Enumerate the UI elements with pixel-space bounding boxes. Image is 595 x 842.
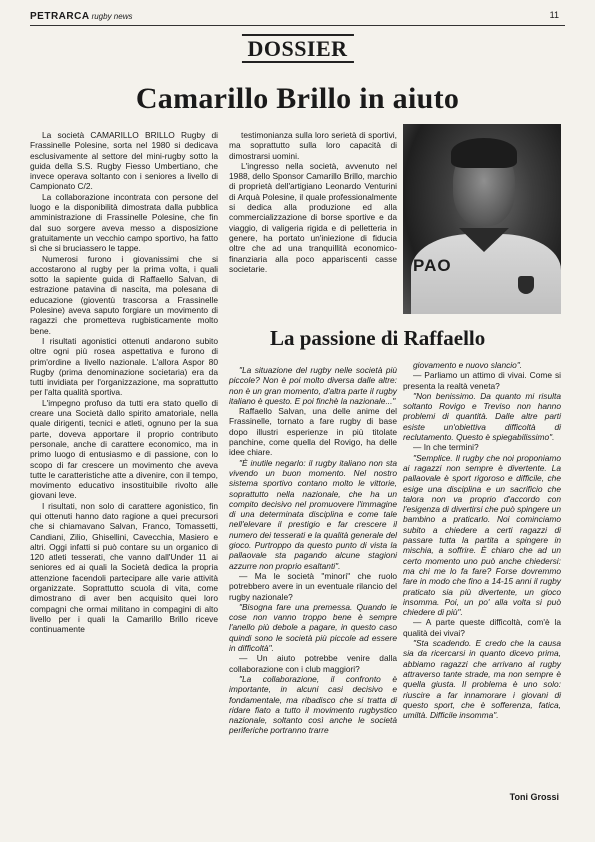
player-photo: [403, 124, 561, 314]
section-name: rugby news: [91, 12, 133, 21]
paragraph: "Sta scadendo. E credo che la causa sia da ricercarsi in quanto dicevo prima, abbiamo ragazzi che arrivano al rugby attraverso tante strade, ma non sempre è quella giusta. Il problema è uno solo: riuscire a far innamorare i giovani di questo sport, che è sofferenza, fatica, umiltà. Difficile insomma".: [403, 638, 561, 721]
paragraph: "La collaborazione, il confronto è importante, in alcuni casi decisivo e fondamentale, ma ribadisco che si tratta di ridare fiato a tutto il movimento rugbystico nazionale, soltanto così anche le società periferiche portranno trarre: [229, 673, 397, 736]
paragraph: — A parte queste difficoltà, com'è la qualità dei vivai?: [403, 617, 561, 638]
paragraph: — Un aiuto potrebbe venire dalla collaborazione con i club maggiori?: [229, 653, 397, 674]
paragraph: "Semplice. Il rugby che noi proponiamo ai ragazzi non sempre è divertente. La pallaovale è sport rigoroso e difficile, che esige una disciplina e un sacrificio che talora non va proprio d'accordo con l'esigenza di divertirsi che può spingere un bambino a praticarlo. Noi cominciamo subito a chiedere a certi ragazzi di passare tutta la partita a spingere in mischia, a soffrire. È chiaro che ad un certo momento uno può anche chiedersi: ma chi me lo fa fare? Forse dovremmo fare in modo che fino a 14-15 anni il rugby praticato sia più divertente, un gioco insomma. Poi, un po' alla volta si può chiedere di più".: [403, 452, 561, 618]
paragraph: L'ingresso nella società, avvenuto nel 1988, dello Sponsor Camarillo Brillo, marchio di proprietà dell'artigiano Leonardo Venturini di Arquà Polesine, il quale professionalmente si dedica alla produzione ed alla commercializzazione di borse sportive e da viaggio, di valigeria rigida e di pelletteria in genere, ha portato un'iniezione di fiducia oltre che ad una tranquillità economico-finanziaria alla poco appariscenti casse societarie.: [229, 160, 397, 274]
subtitle: La passione di Raffaello: [270, 326, 486, 350]
column-2: [229, 130, 397, 274]
byline: Toni Grossi: [509, 792, 559, 802]
photo-hair: [451, 138, 517, 168]
paragraph: La società CAMARILLO BRILLO Rugby di Frassinelle Polesine, sorta nel 1980 si dedicava esclusivamente al settore del mini-rugby sotto la guida della S.S. Rugby Fiesso Umbertiano, che invece operava soltanto con i seniores a livello di Campionato C/2.: [30, 130, 218, 192]
photo-shirt-text: PAO: [413, 256, 452, 275]
paragraph: "Non benissimo. Da quanto mi risulta soltanto Rovigo e Treviso non hanno problemi di quantità. Dalle altre parti esiste un'obiettiva difficoltà di reclutamento. Questo è spiegabilissimo".: [403, 390, 561, 443]
paragraph: Numerosi furono i giovanissimi che si accostarono al rugby per la prima volta, i quali sotto la sapiente guida di Raffaello Salvan, di estrazione patavina di nascita, ma polesana di educazione (gioventù trascorsa a Frassinelle Polesine) aveva saputo forgiare un movimento di ragazzi che prometteva rugbisticamente molto bene.: [30, 253, 218, 336]
paragraph: "Bisogna fare una premessa. Quando le cose non vanno troppo bene è sempre l'anello più debole a pagare, in questo caso quindi sono le società più piccole ad essere in difficoltà".: [229, 601, 397, 654]
kicker: DOSSIER: [241, 34, 353, 63]
paragraph: — Parliamo un attimo di vivai. Come si presenta la realtà veneta?: [403, 370, 561, 391]
paragraph: I risultati, non solo di carattere agonistico, fin qui ottenuti hanno dato ragione a quei precursori che si chiamavano Salvan, Franco, Tomassetti, Candiani, Zilio, Ghisellini, Cavecchia, Masiero e altri. Oggi infatti si può contare su un organico di 120 atleti tesserati, che vanno dall'Under 11 ai seniores ed ai quali la Società dedica la propria attenzione facendoli partecipare alle varie attività organizzate. Soprattutto scuola di vita, come dimostrano di aver ben acquisito quei loro compagni che ormai militano in compagini di alto livello per i quali la Camarillo Brillo riceve continuamente: [30, 500, 218, 635]
column-1: [30, 130, 218, 635]
article-title: Camarillo Brillo in aiuto: [135, 82, 460, 115]
paragraph: — Ma le società "minori" che ruolo potrebbero avere in un eventuale rilancio del rugby nazionale?: [229, 570, 397, 602]
paragraph: La collaborazione incontrata con persone del luogo e la disponibilità dimostrata dalla pubblica amministrazione di Frassinelle Polesine, che fin dal suo sorgere aveva messo a disposizione gratuitamente un vecchio campo sportivo, ha fatto sì che si bruciassero le tappe.: [30, 191, 218, 254]
paragraph: "La situazione del rugby nelle società più piccole? Non è poi molto diversa dalle altre: non è un gran momento, d'altra parte il rugby italiano è questo. E poi finchè la nazionale...": [229, 365, 397, 406]
header-rule: [30, 25, 565, 26]
paragraph: L'impegno profuso da tutti era stato quello di creare una Società dallo spirito amatoriale, nella quale dirigenti, tecnici e atleti, ognuno per la sua parte, doveva apportare il proprio contributo personale, anche di carattere economico, ma in primo luogo di entusiasmo e di passione, con lo scopo di far crescere un movimento che aveva tutte le caratteristiche atte a divenire, con il tempo, movimento educativo insostituibile rivolto alle giovani leve.: [30, 397, 218, 501]
photo-crest-icon: [518, 276, 534, 294]
paragraph: giovamento e nuovo slancio".: [413, 360, 523, 370]
paragraph: testimonianza sulla loro serietà di sportivi, ma soprattutto sulla loro capacità di dimostrarsi uomini.: [229, 130, 397, 161]
paragraph: — In che termini?: [413, 442, 479, 453]
masthead: [30, 11, 132, 22]
column-3: [229, 365, 397, 736]
page-number: 11: [549, 10, 559, 20]
paragraph: "È inutile negarlo: il rugby italiano non sta vivendo un buon momento. Nel nostro sistema sportivo contano molto le vittorie, soprattutto nella nazionale, che ha un compito decisivo nel promuovere l'immagine di una determinata disciplina e come tale nell'elevare il prestigio e far crescere il numero dei tesserati e la qualità generale del gioco. Purtroppo da questo punto di vista la pallaovale sta pagando alcune stagioni azzurre non proprio esaltanti".: [229, 457, 397, 571]
column-4: [403, 360, 561, 720]
paragraph: Raffaello Salvan, una delle anime del Frassinelle, tornato a fare rugby di base dopo illustri esperienze in più titolate panchine, come quella del Rovigo, ha delle idee chiare.: [229, 406, 397, 458]
brand-name: PETRARCA: [30, 11, 90, 22]
paragraph: I risultati agonistici ottenuti andarono subito oltre ogni più rosea aspettativa e furono di prim'ordine a livello nazionale. L'allora Aspor 80 Rugby (prima denominazione societaria) era da tutti invidiata per l'organizzazione, ma soprattutto per l'alta qualità sportiva.: [30, 335, 218, 398]
